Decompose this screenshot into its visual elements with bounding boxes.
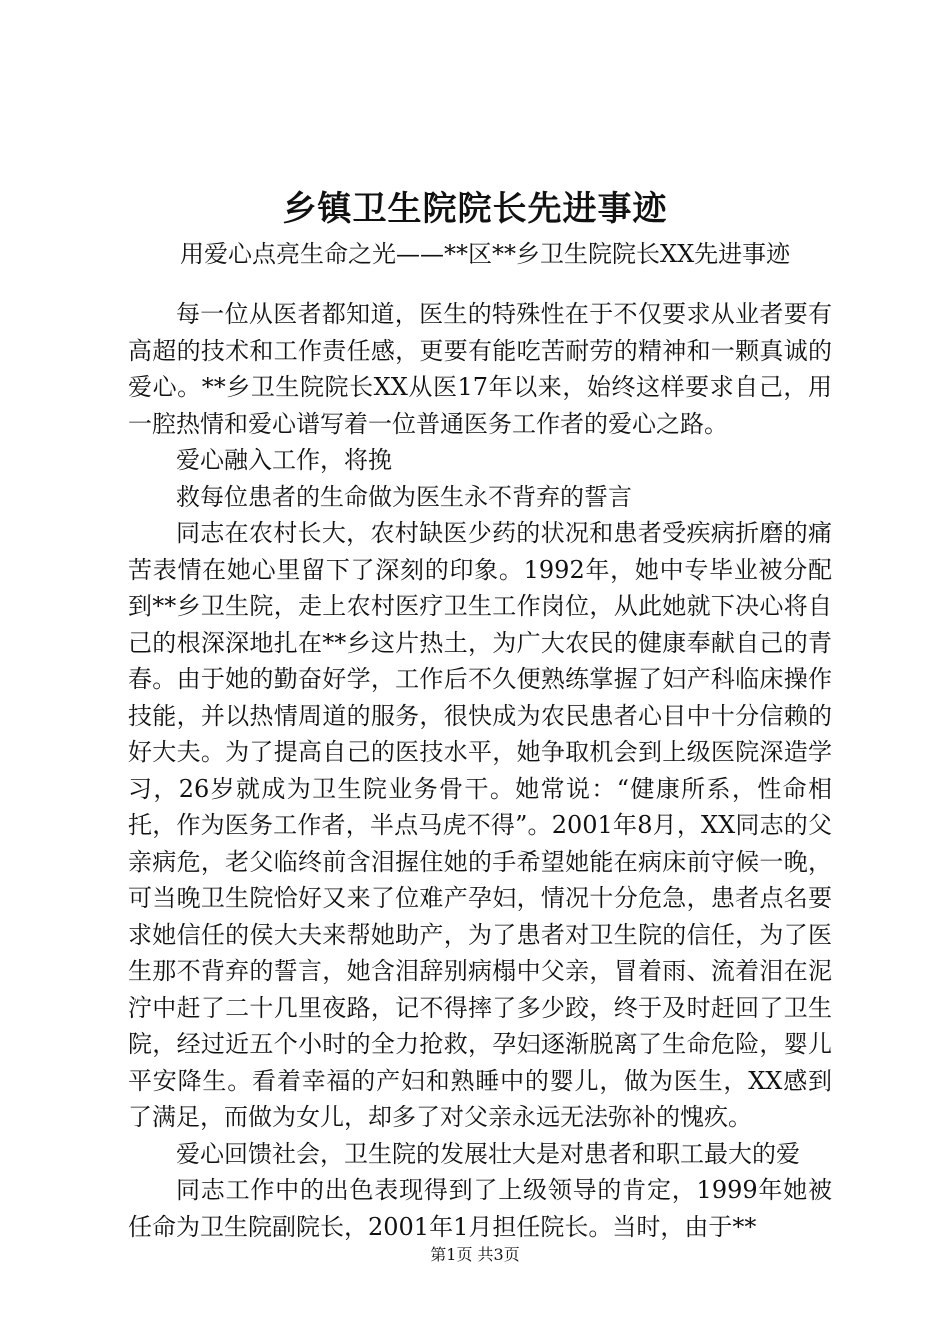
paragraph: 救每位患者的生命做为医生永不背弃的誓言 — [176, 482, 632, 511]
document-subtitle: 用爱心点亮生命之光——**区**乡卫生院院长XX先进事迹 — [180, 240, 791, 268]
paragraph: 同志工作中的出色表现得到了上级领导的肯定，1999年她被任命为卫生院副院长，2001年1月担任院长。当时，由于** — [128, 1176, 832, 1241]
page-footer: 第1页 共3页 — [430, 1245, 520, 1264]
paragraph: 每一位从医者都知道，医生的特殊性在于不仅要求从业者要有高超的技术和工作责任感，更要有能吃苦耐劳的精神和一颗真诚的爱心。**乡卫生院院长XX从医17年以来，始终这样要求自己，用一腔热情和爱心谱写着一位普通医务工作者的爱心之路。 — [128, 300, 832, 438]
paragraph: 爱心融入工作，将挽 — [176, 446, 392, 474]
paragraph: 同志在农村长大，农村缺医少药的状况和患者受疾病折磨的痛苦表情在她心里留下了深刻的印象。1992年，她中专毕业被分配到**乡卫生院，走上农村医疗卫生工作岗位，从此她就下决心将自己的根深深地扎在**乡这片热土，为广大农民的健康奉献自己的青春。由于她的勤奋好学，工作后不久便熟练掌握了妇产科临床操作技能，并以热情周道的服务，很快成为农民患者心目中十分信赖的好大夫。为了提高自己的医技水平，她争取机会到上级医院深造学习，26岁就成为卫生院业务骨干。她常说：“健康所系，性命相托，作为医务工作者，半点马虎不得”。2001年8月，XX同志的父亲病危，老父临终前含泪握住她的手希望她能在病床前守候一晚，可当晚卫生院恰好又来了位难产孕妇，情况十分危急，患者点名要求她信任的侯大夫来帮她助产，为了患者对卫生院的信任，为了医生那不背弃的誓言，她含泪辞别病榻中父亲，冒着雨、流着泪在泥泞中赶了二十几里夜路，记不得摔了多少跤，终于及时赶回了卫生院，经过近五个小时的全力抢救，孕妇逐渐脱离了生命危险，婴儿平安降生。看着幸福的产妇和熟睡中的婴儿，做为医生，XX感到了满足，而做为女儿，却多了对父亲永远无法弥补的愧疚。 — [128, 519, 832, 1131]
document-body — [128, 296, 832, 1245]
document-title: 乡镇卫生院院长先进事迹 — [282, 189, 668, 229]
paragraph: 爱心回馈社会，卫生院的发展壮大是对患者和职工最大的爱 — [176, 1139, 800, 1168]
